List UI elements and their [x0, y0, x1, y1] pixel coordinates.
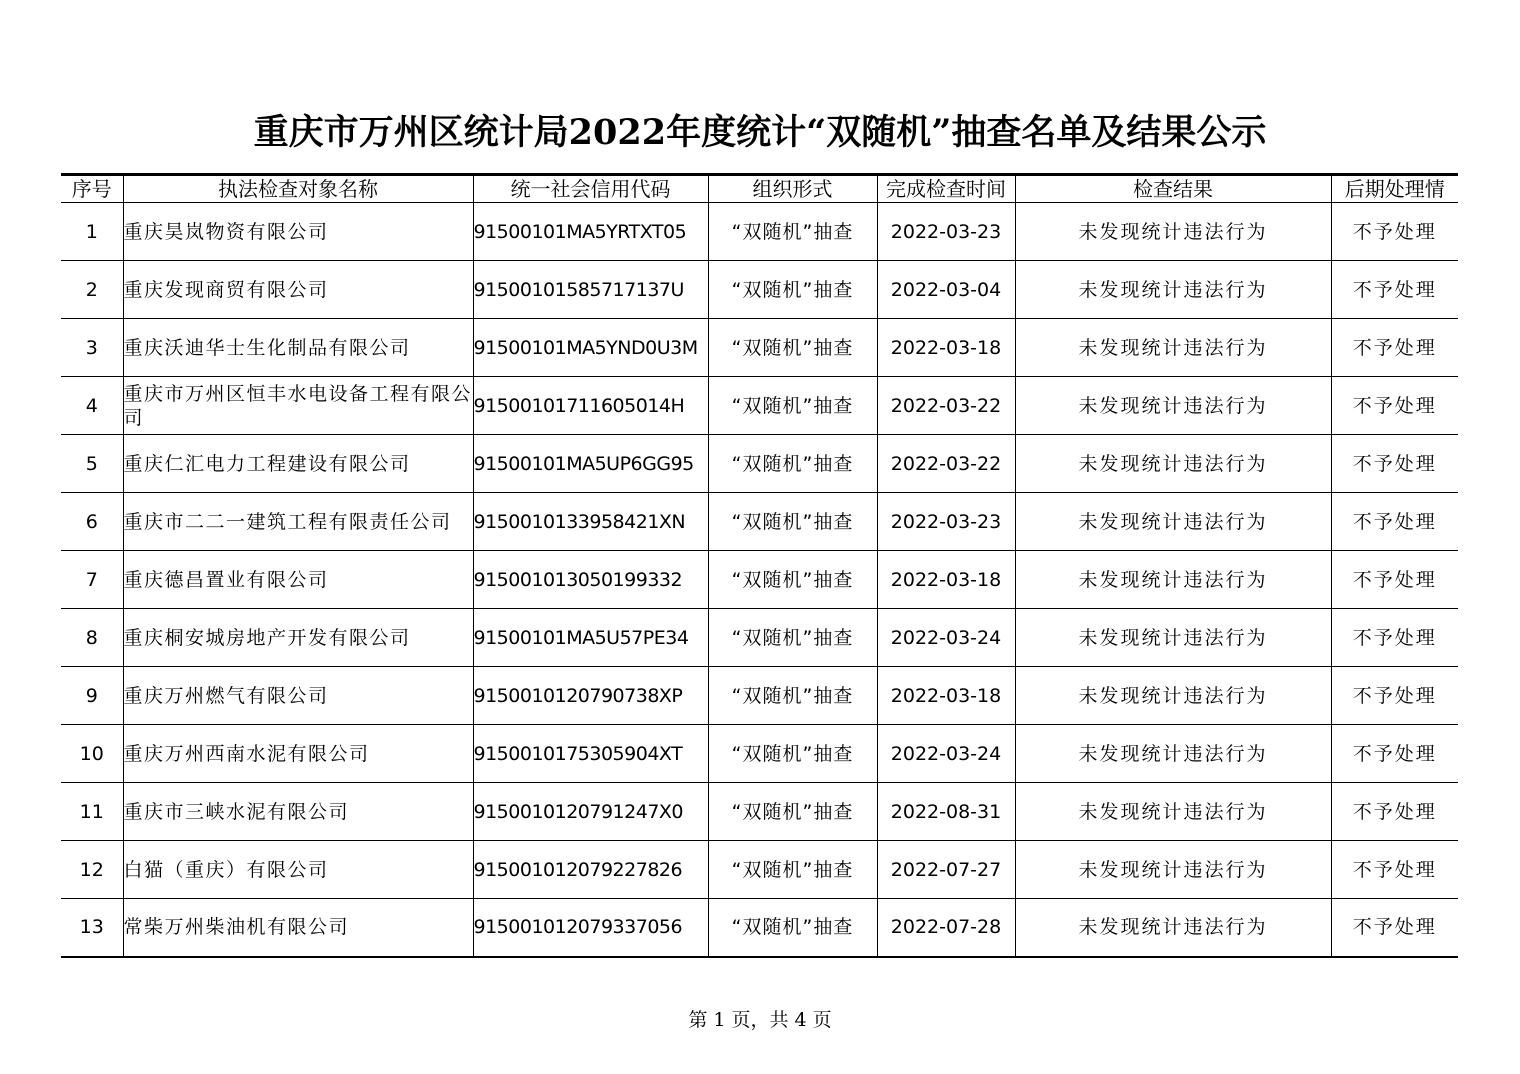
header-index: 序号: [61, 175, 123, 203]
cell-company-name: 重庆市三峡水泥有限公司: [123, 783, 473, 841]
cell-follow-up: 不予处理: [1331, 841, 1458, 899]
cell-follow-up: 不予处理: [1331, 261, 1458, 319]
cell-inspection-date: 2022-08-31: [877, 783, 1015, 841]
table-row: [61, 783, 1458, 841]
cell-index: 8: [61, 609, 123, 667]
cell-inspection-result: 未发现统计违法行为: [1015, 493, 1331, 551]
table-row: [61, 841, 1458, 899]
cell-inspection-result: 未发现统计违法行为: [1015, 899, 1331, 957]
header-code: 统一社会信用代码: [473, 175, 708, 203]
cell-inspection-date: 2022-03-22: [877, 377, 1015, 435]
cell-credit-code: 91500101MA5YND0U3M: [473, 319, 708, 377]
cell-inspection-form: “双随机”抽查: [708, 725, 877, 783]
cell-index: 6: [61, 493, 123, 551]
cell-inspection-form: “双随机”抽查: [708, 261, 877, 319]
cell-inspection-date: 2022-03-23: [877, 493, 1015, 551]
table-row: [61, 493, 1458, 551]
cell-company-name: 重庆市万州区恒丰水电设备工程有限公司: [123, 377, 473, 435]
cell-company-name: 重庆德昌置业有限公司: [123, 551, 473, 609]
cell-inspection-date: 2022-03-18: [877, 551, 1015, 609]
cell-index: 4: [61, 377, 123, 435]
cell-index: 11: [61, 783, 123, 841]
cell-follow-up: 不予处理: [1331, 899, 1458, 957]
table-row: [61, 319, 1458, 377]
cell-index: 5: [61, 435, 123, 493]
table-row: [61, 203, 1458, 261]
cell-company-name: 重庆万州燃气有限公司: [123, 667, 473, 725]
cell-inspection-date: 2022-03-24: [877, 725, 1015, 783]
cell-inspection-date: 2022-07-28: [877, 899, 1015, 957]
cell-inspection-form: “双随机”抽查: [708, 667, 877, 725]
cell-follow-up: 不予处理: [1331, 551, 1458, 609]
cell-inspection-form: “双随机”抽查: [708, 319, 877, 377]
cell-inspection-result: 未发现统计违法行为: [1015, 377, 1331, 435]
inspection-table: [61, 173, 1458, 958]
cell-inspection-result: 未发现统计违法行为: [1015, 783, 1331, 841]
cell-inspection-form: “双随机”抽查: [708, 493, 877, 551]
cell-index: 13: [61, 899, 123, 957]
cell-follow-up: 不予处理: [1331, 377, 1458, 435]
cell-company-name: 白猫（重庆）有限公司: [123, 841, 473, 899]
table-row: [61, 899, 1458, 957]
table-row: [61, 261, 1458, 319]
cell-credit-code: 915001012079227826: [473, 841, 708, 899]
cell-inspection-result: 未发现统计违法行为: [1015, 435, 1331, 493]
cell-credit-code: 91500101585717137U: [473, 261, 708, 319]
cell-inspection-result: 未发现统计违法行为: [1015, 203, 1331, 261]
header-form: 组织形式: [708, 175, 877, 203]
cell-credit-code: 91500101711605014H: [473, 377, 708, 435]
header-result: 检查结果: [1015, 175, 1331, 203]
cell-company-name: 重庆万州西南水泥有限公司: [123, 725, 473, 783]
cell-credit-code: 9150010133958421XN: [473, 493, 708, 551]
cell-company-name: 重庆仁汇电力工程建设有限公司: [123, 435, 473, 493]
cell-inspection-form: “双随机”抽查: [708, 841, 877, 899]
cell-follow-up: 不予处理: [1331, 609, 1458, 667]
table-row: [61, 725, 1458, 783]
cell-credit-code: 9150010120791247X0: [473, 783, 708, 841]
cell-follow-up: 不予处理: [1331, 725, 1458, 783]
cell-inspection-form: “双随机”抽查: [708, 377, 877, 435]
cell-inspection-date: 2022-03-23: [877, 203, 1015, 261]
cell-company-name: 重庆市二二一建筑工程有限责任公司: [123, 493, 473, 551]
cell-inspection-result: 未发现统计违法行为: [1015, 841, 1331, 899]
cell-inspection-date: 2022-03-22: [877, 435, 1015, 493]
cell-company-name: 常柴万州柴油机有限公司: [123, 899, 473, 957]
cell-company-name: 重庆桐安城房地产开发有限公司: [123, 609, 473, 667]
cell-company-name: 重庆发现商贸有限公司: [123, 261, 473, 319]
cell-inspection-result: 未发现统计违法行为: [1015, 319, 1331, 377]
cell-follow-up: 不予处理: [1331, 493, 1458, 551]
cell-inspection-date: 2022-03-04: [877, 261, 1015, 319]
cell-follow-up: 不予处理: [1331, 435, 1458, 493]
table-header-row: [61, 175, 1458, 203]
cell-inspection-form: “双随机”抽查: [708, 783, 877, 841]
table-row: [61, 551, 1458, 609]
table-row: [61, 377, 1458, 435]
cell-follow-up: 不予处理: [1331, 203, 1458, 261]
table-row: [61, 609, 1458, 667]
cell-index: 1: [61, 203, 123, 261]
cell-inspection-date: 2022-03-24: [877, 609, 1015, 667]
table-body: [61, 203, 1458, 957]
page-number: 第 1 页，共 4 页: [688, 1009, 832, 1031]
cell-index: 9: [61, 667, 123, 725]
cell-inspection-result: 未发现统计违法行为: [1015, 609, 1331, 667]
cell-index: 7: [61, 551, 123, 609]
cell-credit-code: 9150010175305904XT: [473, 725, 708, 783]
cell-index: 12: [61, 841, 123, 899]
table-row: [61, 667, 1458, 725]
cell-inspection-form: “双随机”抽查: [708, 435, 877, 493]
page-title: 重庆市万州区统计局2022年度统计“双随机”抽查名单及结果公示: [253, 112, 1267, 153]
cell-index: 10: [61, 725, 123, 783]
table-row: [61, 435, 1458, 493]
cell-credit-code: 915001013050199332: [473, 551, 708, 609]
cell-inspection-form: “双随机”抽查: [708, 551, 877, 609]
cell-follow-up: 不予处理: [1331, 783, 1458, 841]
cell-credit-code: 91500101MA5UP6GG95: [473, 435, 708, 493]
cell-index: 2: [61, 261, 123, 319]
header-action: 后期处理情: [1331, 175, 1458, 203]
cell-inspection-form: “双随机”抽查: [708, 609, 877, 667]
cell-credit-code: 91500101MA5U57PE34: [473, 609, 708, 667]
cell-credit-code: 9150010120790738XP: [473, 667, 708, 725]
cell-inspection-result: 未发现统计违法行为: [1015, 725, 1331, 783]
cell-inspection-result: 未发现统计违法行为: [1015, 667, 1331, 725]
cell-company-name: 重庆昊岚物资有限公司: [123, 203, 473, 261]
cell-inspection-date: 2022-03-18: [877, 319, 1015, 377]
cell-company-name: 重庆沃迪华士生化制品有限公司: [123, 319, 473, 377]
cell-inspection-form: “双随机”抽查: [708, 899, 877, 957]
header-name: 执法检查对象名称: [123, 175, 473, 203]
cell-inspection-form: “双随机”抽查: [708, 203, 877, 261]
cell-follow-up: 不予处理: [1331, 667, 1458, 725]
cell-follow-up: 不予处理: [1331, 319, 1458, 377]
header-date: 完成检查时间: [877, 175, 1015, 203]
cell-index: 3: [61, 319, 123, 377]
cell-credit-code: 915001012079337056: [473, 899, 708, 957]
cell-inspection-date: 2022-03-18: [877, 667, 1015, 725]
cell-inspection-date: 2022-07-27: [877, 841, 1015, 899]
cell-credit-code: 91500101MA5YRTXT05: [473, 203, 708, 261]
cell-inspection-result: 未发现统计违法行为: [1015, 261, 1331, 319]
cell-inspection-result: 未发现统计违法行为: [1015, 551, 1331, 609]
